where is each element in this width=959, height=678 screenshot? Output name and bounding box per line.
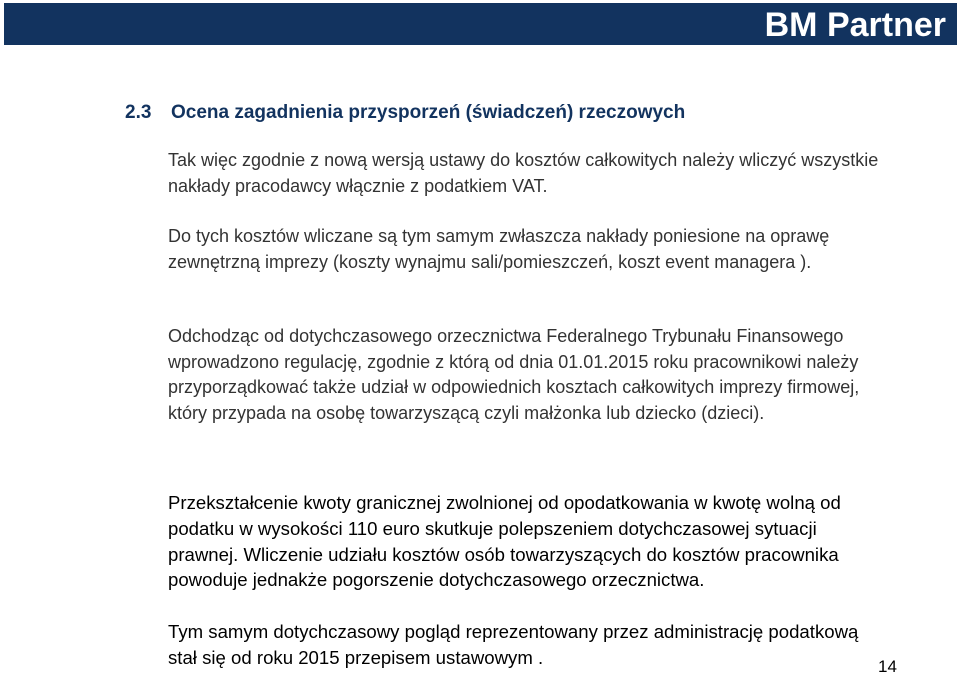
section-heading <box>125 100 685 126</box>
paragraph-threshold-conversion: Przekształcenie kwoty granicznej zwolnionej od opodatkowania w kwotę wolną od podatku w wysokości 110 euro skutkuje polepszeniem dotychczasowej sytuacji prawnej. Wliczenie udziału kosztów osób towarzyszących do kosztów pracownika powoduje jednakże pogorszenie dotychczasowego orzecznictwa. <box>168 492 841 591</box>
brand-logo-text: BM Partner <box>764 6 946 44</box>
section-title: Ocena zagadnienia przysporzeń (świadczeń) rzeczowych <box>171 102 686 123</box>
section-number: 2.3 <box>125 102 152 123</box>
page-number: 14 <box>878 657 897 676</box>
paragraph-vat-costs: Tak więc zgodnie z nową wersją ustawy do kosztów całkowitych należy wliczyć wszystkie nakłady pracodawcy włącznie z podatkiem VAT. <box>168 150 879 196</box>
paragraph-external-costs: Do tych kosztów wliczane są tym samym zwłaszcza nakłady poniesione na oprawę zewnętrzną imprezy (koszty wynajmu sali/pomieszczeń, koszt event managera ). <box>168 226 830 272</box>
paragraph-court-ruling: Odchodząc od dotychczasowego orzecznictwa Federalnego Trybunału Finansowego wprowadzono regulację, zgodnie z którą od dnia 01.01.2015 roku pracownikowi należy przyporządkować także udział w odpowiednich kosztach całkowitych imprezy firmowej, który przypada na osobę towarzyszącą czyli małżonka lub dziecko (dzieci). <box>168 326 860 423</box>
paragraph-statutory-rule: Tym samym dotychczasowy pogląd reprezentowany przez administrację podatkową stał się od roku 2015 przepisem ustawowym . <box>168 621 859 668</box>
header-bar <box>4 3 957 45</box>
